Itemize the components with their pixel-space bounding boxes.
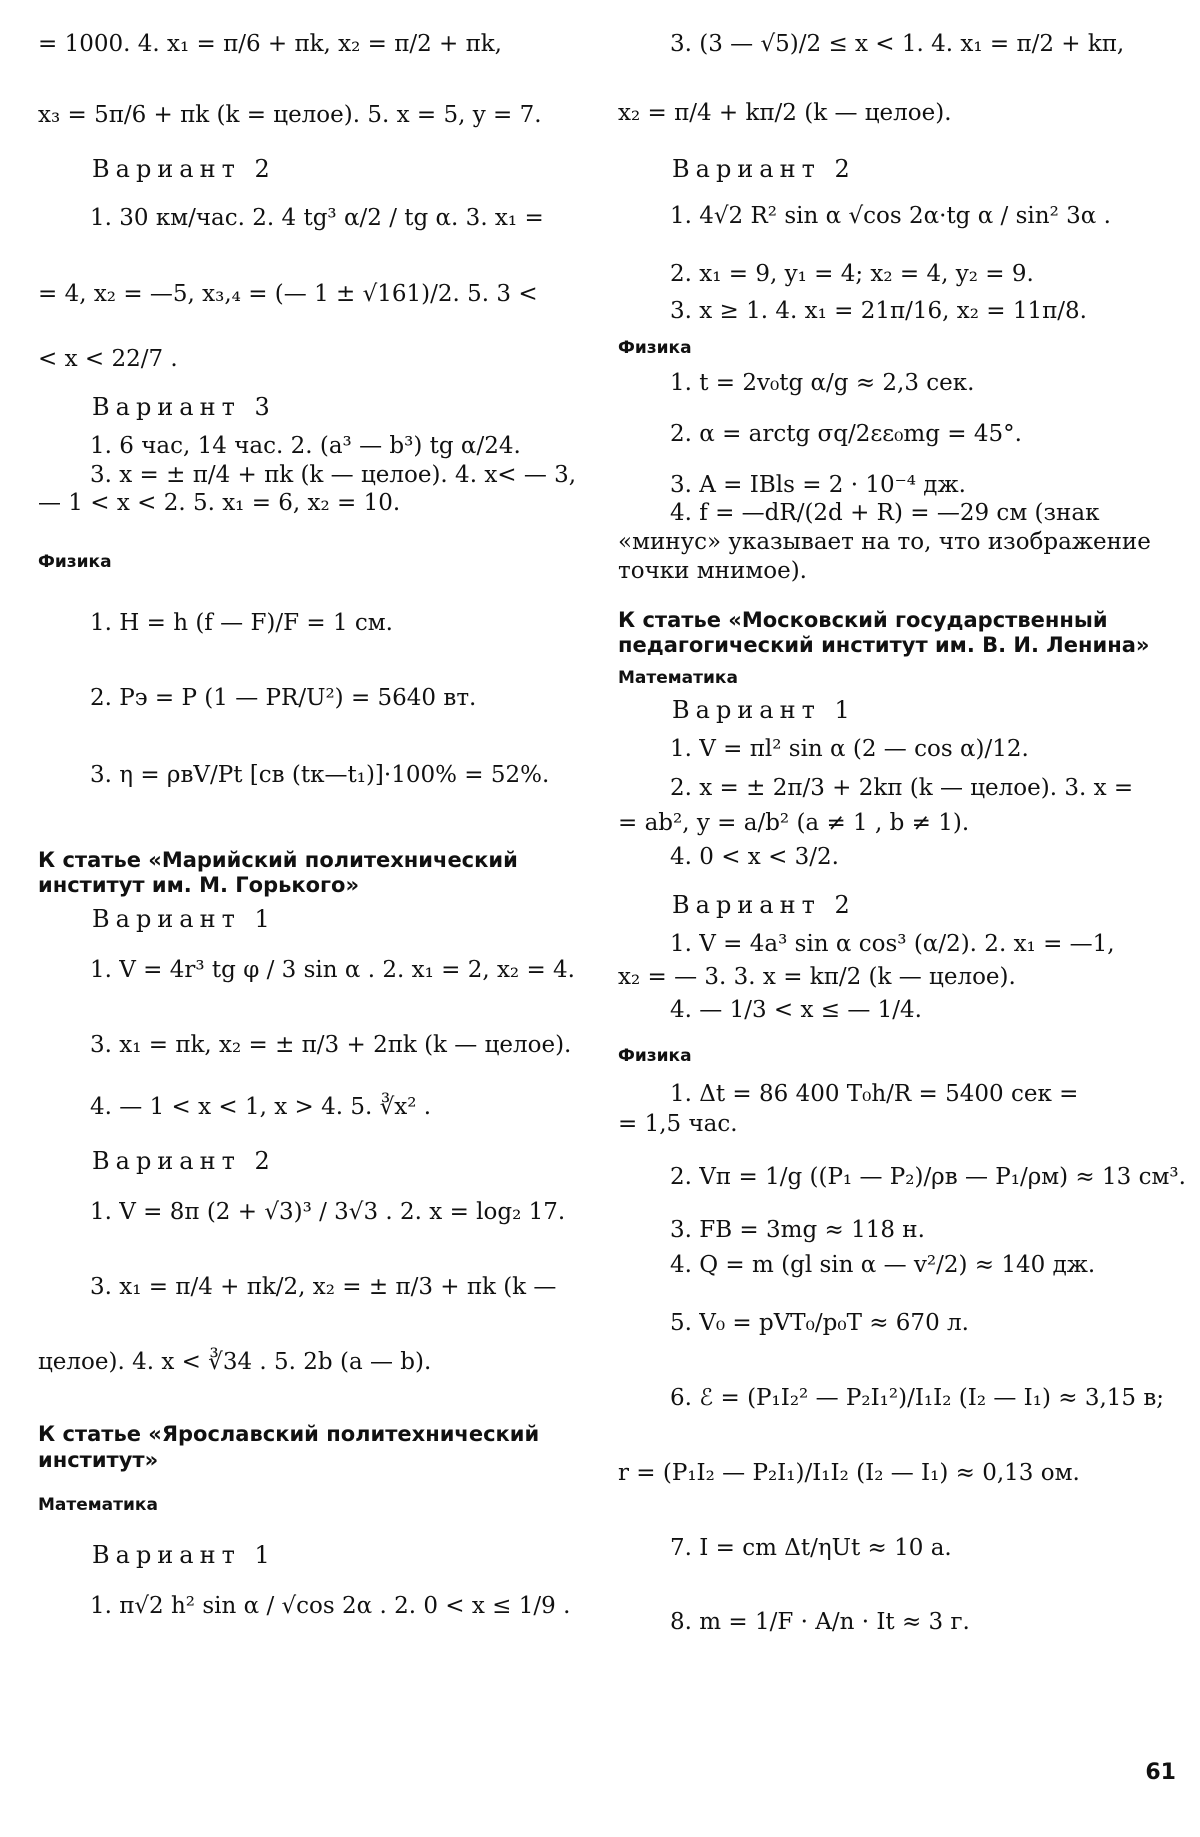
answer-line: точки мнимое). (618, 557, 807, 584)
article-heading: К статье «Ярославский политехнический институт» (38, 1422, 540, 1472)
answer-line: x₂ = — 3. 3. x = kπ/2 (k — целое). (618, 963, 1016, 990)
right-column (618, 30, 1186, 1637)
answer-line: 4. Q = m (gl sin α — v²/2) ≈ 140 дж. (670, 1251, 1096, 1278)
answer-line: 1. V = 4a³ sin α cos³ (α/2). 2. x₁ = —1, (670, 931, 1115, 958)
answer-line: 4. f = —dR/(2d + R) = —29 см (знак (670, 500, 1100, 527)
variant-heading: Вариант 3 (92, 392, 276, 421)
answer-line: 1. Δt = 86 400 T₀h/R = 5400 сек = (670, 1080, 1079, 1107)
answer-line: 1. V = 4r³ tg φ / 3 sin α . 2. x₁ = 2, x₂ = 4. (90, 956, 575, 983)
article-heading: К статье «Марийский политехнический институт им. М. Горького» (38, 847, 518, 897)
subject-heading: Физика (38, 552, 112, 572)
answer-line: = 1000. 4. x₁ = π/6 + πk, x₂ = π/2 + πk, (38, 31, 502, 57)
answer-line: 1. V = πl² sin α (2 — cos α)/12. (670, 736, 1029, 763)
answer-line: = 1,5 час. (618, 1111, 738, 1138)
answer-line: 1. H = h (f — F)/F = 1 см. (90, 610, 393, 637)
answer-line: 2. x₁ = 9, y₁ = 4; x₂ = 4, y₂ = 9. (670, 261, 1034, 288)
answer-line: целое). 4. x < ∛34 . 5. 2b (a — b). (38, 1348, 432, 1375)
answer-line: 3. FB = 3mg ≈ 118 н. (670, 1216, 925, 1243)
answer-line: 4. — 1 < x < 1, x > 4. 5. ∛x² . (90, 1094, 432, 1121)
answer-line: 2. α = arctg σq/2εε₀mg = 45°. (670, 420, 1022, 447)
answer-line: 3. x ≥ 1. 4. x₁ = 21π/16, x₂ = 11π/8. (670, 298, 1087, 324)
answer-line: = ab², y = a/b² (a ≠ 1 , b ≠ 1). (618, 809, 970, 836)
variant-heading: Вариант 2 (672, 154, 856, 183)
variant-heading: Вариант 2 (672, 891, 856, 920)
article-heading: К статье «Московский государственный педагогический институт им. В. И. Ленина» (618, 607, 1150, 657)
answer-line: 3. x = ± π/4 + πk (k — целое). 4. x< — 3, (90, 461, 577, 488)
answer-line: 5. V₀ = pVT₀/p₀T ≈ 670 л. (670, 1310, 969, 1337)
variant-heading: Вариант 2 (92, 1147, 276, 1176)
subject-heading: Физика (618, 1046, 692, 1067)
left-column (38, 30, 598, 1621)
variant-heading: Вариант 1 (92, 1541, 276, 1569)
subject-heading: Математика (618, 667, 738, 688)
page-number: 61 (1145, 1760, 1176, 1785)
answer-line: «минус» указывает на то, что изображение (618, 529, 1151, 555)
answer-line: < x < 22/7 . (38, 346, 178, 372)
answer-line: — 1 < x < 2. 5. x₁ = 6, x₂ = 10. (38, 490, 401, 517)
answer-line: 4. — 1/3 < x ≤ — 1/4. (670, 996, 922, 1023)
answer-line: 1. t = 2v₀tg α/g ≈ 2,3 сек. (670, 370, 975, 396)
subject-heading: Математика (38, 1494, 158, 1515)
answer-line: 1. 6 час, 14 час. 2. (a³ — b³) tg α/24. (90, 432, 521, 459)
answer-line: 6. ℰ = (P₁I₂² — P₂I₁²)/I₁I₂ (I₂ — I₁) ≈ 3,15 в; (670, 1385, 1165, 1412)
answer-line: 3. x₁ = πk, x₂ = ± π/3 + 2πk (k — целое). (90, 1031, 572, 1058)
answer-line: 1. V = 8π (2 + √3)³ / 3√3 . 2. x = log₂ 17. (90, 1199, 566, 1226)
variant-heading: Вариант 1 (92, 904, 276, 933)
answer-line: 3. x₁ = π/4 + πk/2, x₂ = ± π/3 + πk (k — (90, 1273, 557, 1300)
answer-line: x₂ = π/4 + kπ/2 (k — целое). (618, 99, 952, 126)
answer-line: 2. Pэ = P (1 — PR/U²) = 5640 вт. (90, 685, 477, 711)
variant-heading: Вариант 1 (672, 696, 856, 725)
answer-line: 7. I = cm Δt/ηUt ≈ 10 a. (670, 1534, 952, 1561)
answer-line: 4. 0 < x < 3/2. (670, 844, 839, 871)
answer-line: = 4, x₂ = —5, x₃,₄ = (— 1 ± √161)/2. 5. 3 < (38, 281, 538, 308)
subject-heading: Физика (618, 337, 692, 358)
answer-line: 1. 4√2 R² sin α √cos 2α·tg α / sin² 3α . (670, 202, 1111, 229)
answer-line: 3. (3 — √5)/2 ≤ x < 1. 4. x₁ = π/2 + kπ, (670, 31, 1125, 57)
answer-line: 1. 30 км/час. 2. 4 tg³ α/2 / tg α. 3. x₁ = (90, 204, 544, 231)
answer-line: r = (P₁I₂ — P₂I₁)/I₁I₂ (I₂ — I₁) ≈ 0,13 ом. (618, 1459, 1080, 1486)
variant-heading: Вариант 2 (92, 154, 276, 183)
answer-line: 3. A = IBls = 2 · 10⁻⁴ дж. (670, 471, 966, 498)
answer-line: 8. m = 1/F · A/n · It ≈ 3 г. (670, 1609, 970, 1636)
answer-line: 2. Vп = 1/g ((P₁ — P₂)/ρв — P₁/ρм) ≈ 13 см³. (670, 1164, 1186, 1191)
answer-line: 1. π√2 h² sin α / √cos 2α . 2. 0 < x ≤ 1/9 . (90, 1593, 571, 1619)
answer-line: 2. x = ± 2π/3 + 2kπ (k — целое). 3. x = (670, 774, 1134, 801)
answer-line: 3. η = ρвV/Pt [cв (tк—t₁)]·100% = 52%. (90, 761, 550, 788)
answer-line: x₃ = 5π/6 + πk (k = целое). 5. x = 5, y = 7. (38, 101, 542, 128)
